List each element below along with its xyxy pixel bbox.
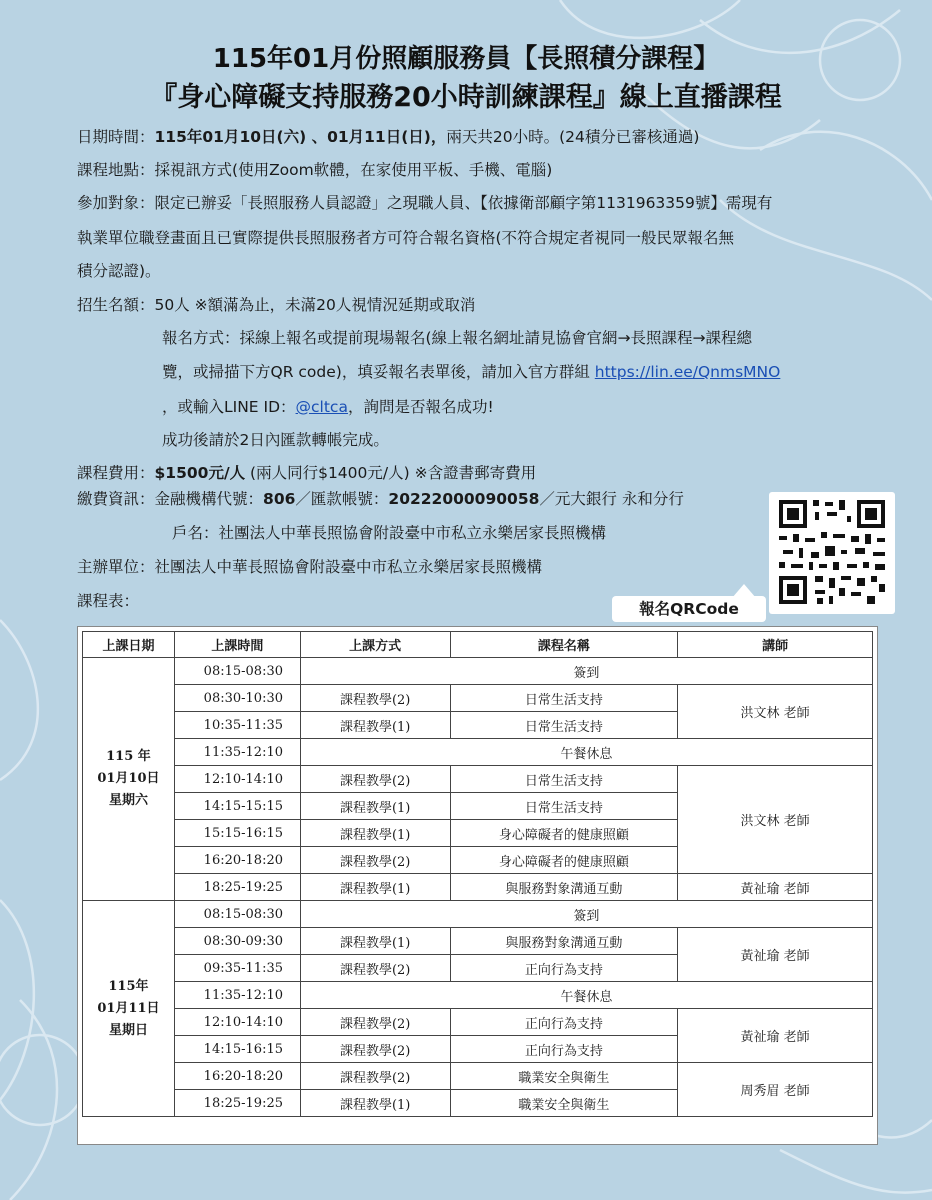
date-row xyxy=(77,127,699,147)
time-cell: 08:15-08:30 xyxy=(174,658,300,685)
course-cell: 身心障礙者的健康照顧 xyxy=(450,820,678,847)
day-1-year: 115 年 xyxy=(106,749,151,764)
lunch-cell: 午餐休息 xyxy=(300,982,872,1009)
target-line-2: 執業單位職登畫面且已實際提供長照服務者方可符合報名資格(不符合規定者視同一般民眾報名無 xyxy=(77,229,735,247)
line-id-link[interactable]: @cltca xyxy=(295,398,348,416)
table-row xyxy=(83,901,873,928)
date-note: 兩天共20小時。(24積分已審核通過) xyxy=(446,128,700,146)
table-header-row xyxy=(83,632,873,658)
target-row xyxy=(77,193,772,213)
table-row xyxy=(83,982,873,1009)
column-header: 上課方式 xyxy=(300,632,450,658)
qr-code-label: 報名QRCode xyxy=(612,596,766,622)
teacher-cell: 洪文林 老師 xyxy=(678,766,873,874)
signup-line-id-suffix: ，詢問是否報名成功! xyxy=(347,398,494,416)
mode-cell: 課程教學(2) xyxy=(300,955,450,982)
time-cell: 08:30-09:30 xyxy=(174,928,300,955)
table-row xyxy=(83,928,873,955)
time-cell: 11:35-12:10 xyxy=(174,982,300,1009)
course-cell: 日常生活支持 xyxy=(450,766,678,793)
account-name-row: 戶名：社團法人中華長照協會附設臺中市私立永樂居家長照機構 xyxy=(172,524,607,542)
course-cell: 與服務對象溝通互動 xyxy=(450,874,678,901)
fee-label: 課程費用： xyxy=(77,464,155,482)
time-cell: 08:30-10:30 xyxy=(174,685,300,712)
signup-line-2 xyxy=(162,362,780,382)
course-cell: 日常生活支持 xyxy=(450,685,678,712)
target-line-1: 限定已辦妥「長照服務人員認證」之現職人員、【依據衛部顧字第1131963359號】需現有 xyxy=(154,194,773,212)
target-line-3: 積分認證)。 xyxy=(77,262,161,280)
signup-line-1: 報名方式：採線上報名或提前現場報名(線上報名網址請見協會官網→長照課程→課程總 xyxy=(162,329,753,347)
teacher-cell: 洪文林 老師 xyxy=(678,685,873,739)
mode-cell: 課程教學(1) xyxy=(300,820,450,847)
time-cell: 16:20-18:20 xyxy=(174,1063,300,1090)
mode-cell: 課程教學(2) xyxy=(300,847,450,874)
teacher-cell: 黃祉瑜 老師 xyxy=(678,874,873,901)
course-cell: 日常生活支持 xyxy=(450,712,678,739)
teacher-cell: 黃祉瑜 老師 xyxy=(678,1009,873,1063)
host-value: 社團法人中華長照協會附設臺中市私立永樂居家長照機構 xyxy=(154,558,543,576)
mode-cell: 課程教學(1) xyxy=(300,928,450,955)
teacher-cell: 黃祉瑜 老師 xyxy=(678,928,873,982)
time-cell: 18:25-19:25 xyxy=(174,874,300,901)
signup-line-4: 成功後請於2日內匯款轉帳完成。 xyxy=(162,431,389,449)
checkin-cell: 簽到 xyxy=(300,658,872,685)
course-cell: 正向行為支持 xyxy=(450,1036,678,1063)
column-header: 課程名稱 xyxy=(450,632,678,658)
quota-label: 招生名額： xyxy=(77,296,155,314)
day-1-cell xyxy=(83,658,175,901)
quota-row xyxy=(77,295,475,315)
table-row xyxy=(83,685,873,712)
mode-cell: 課程教學(1) xyxy=(300,874,450,901)
title-line-2: 『身心障礙支持服務20小時訓練課程』線上直播課程 xyxy=(150,82,782,113)
qr-code[interactable] xyxy=(769,492,895,614)
mode-cell: 課程教學(1) xyxy=(300,712,450,739)
quota-value: 50人 ※額滿為止，未滿20人視情況延期或取消 xyxy=(154,296,476,314)
course-cell: 職業安全與衛生 xyxy=(450,1090,678,1117)
place-label: 課程地點： xyxy=(77,161,155,179)
target-label: 參加對象： xyxy=(77,194,155,212)
schedule-table xyxy=(82,631,873,1117)
mode-cell: 課程教學(2) xyxy=(300,1063,450,1090)
lunch-cell: 午餐休息 xyxy=(300,739,872,766)
course-cell: 正向行為支持 xyxy=(450,1009,678,1036)
date-value: 115年01月10日(六) 、01月11日(日)， xyxy=(154,128,447,146)
date-label: 日期時間： xyxy=(77,128,155,146)
time-cell: 12:10-14:10 xyxy=(174,1009,300,1036)
payment-bank-name: ／元大銀行 永和分行 xyxy=(539,490,684,508)
schedule-table-container xyxy=(77,626,878,1145)
mode-cell: 課程教學(2) xyxy=(300,766,450,793)
time-cell: 10:35-11:35 xyxy=(174,712,300,739)
course-cell: 與服務對象溝通互動 xyxy=(450,928,678,955)
payment-account: 20222000090058 xyxy=(388,490,540,508)
column-header: 上課日期 xyxy=(83,632,175,658)
mode-cell: 課程教學(1) xyxy=(300,793,450,820)
mode-cell: 課程教學(1) xyxy=(300,1090,450,1117)
day-2-year: 115年 xyxy=(108,978,149,994)
course-cell: 正向行為支持 xyxy=(450,955,678,982)
place-row xyxy=(77,160,552,180)
mode-cell: 課程教學(2) xyxy=(300,1036,450,1063)
fee-note: (兩人同行$1400元/人) ※含證書郵寄費用 xyxy=(245,464,537,482)
column-header: 講師 xyxy=(678,632,873,658)
mode-cell: 課程教學(2) xyxy=(300,685,450,712)
day-1-weekday: 星期六 xyxy=(108,793,148,808)
table-row xyxy=(83,739,873,766)
teacher-cell: 周秀眉 老師 xyxy=(678,1063,873,1117)
day-2-cell xyxy=(83,901,175,1117)
time-cell: 14:15-15:15 xyxy=(174,793,300,820)
signup-line-3 xyxy=(162,397,494,417)
title-line-1: 115年01月份照顧服務員【長照積分課程】 xyxy=(212,44,720,74)
table-row xyxy=(83,1009,873,1036)
mode-cell: 課程教學(2) xyxy=(300,1009,450,1036)
host-label: 主辦單位： xyxy=(77,558,155,576)
table-row xyxy=(83,1063,873,1090)
schedule-label: 課程表： xyxy=(77,592,140,610)
course-cell: 身心障礙者的健康照顧 xyxy=(450,847,678,874)
time-cell: 12:10-14:10 xyxy=(174,766,300,793)
signup-text: 覽，或掃描下方QR code)，填妥報名表單後，請加入官方群組 xyxy=(162,363,590,381)
time-cell: 15:15-16:15 xyxy=(174,820,300,847)
place-value: 採視訊方式(使用Zoom軟體，在家使用平板、手機、電腦) xyxy=(154,161,553,179)
table-row xyxy=(83,658,873,685)
time-cell: 18:25-19:25 xyxy=(174,1090,300,1117)
course-cell: 職業安全與衛生 xyxy=(450,1063,678,1090)
day-2-weekday: 星期日 xyxy=(108,1022,148,1038)
time-cell: 09:35-11:35 xyxy=(174,955,300,982)
qr-code-icon xyxy=(769,492,895,614)
time-cell: 16:20-18:20 xyxy=(174,847,300,874)
table-row xyxy=(83,766,873,793)
payment-label: 繳費資訊： xyxy=(77,490,155,508)
day-1-date: 01月10日 xyxy=(97,771,160,786)
time-cell: 14:15-16:15 xyxy=(174,1036,300,1063)
time-cell: 08:15-08:30 xyxy=(174,901,300,928)
fee-value: $1500元/人 xyxy=(154,464,246,482)
checkin-cell: 簽到 xyxy=(300,901,872,928)
payment-bank-code-label: 金融機構代號： xyxy=(154,490,264,508)
signup-line-id-prefix: ，或輸入LINE ID： xyxy=(162,398,296,416)
payment-account-label: ／匯款帳號： xyxy=(295,490,389,508)
column-header: 上課時間 xyxy=(174,632,300,658)
day-2-date: 01月11日 xyxy=(97,1000,160,1016)
fee-row xyxy=(77,463,536,483)
course-cell: 日常生活支持 xyxy=(450,793,678,820)
payment-row xyxy=(77,489,684,509)
host-row xyxy=(77,557,542,577)
line-group-link[interactable]: https://lin.ee/QnmsMNO xyxy=(594,363,781,381)
time-cell: 11:35-12:10 xyxy=(174,739,300,766)
payment-bank-code: 806 xyxy=(263,490,296,508)
table-row xyxy=(83,874,873,901)
